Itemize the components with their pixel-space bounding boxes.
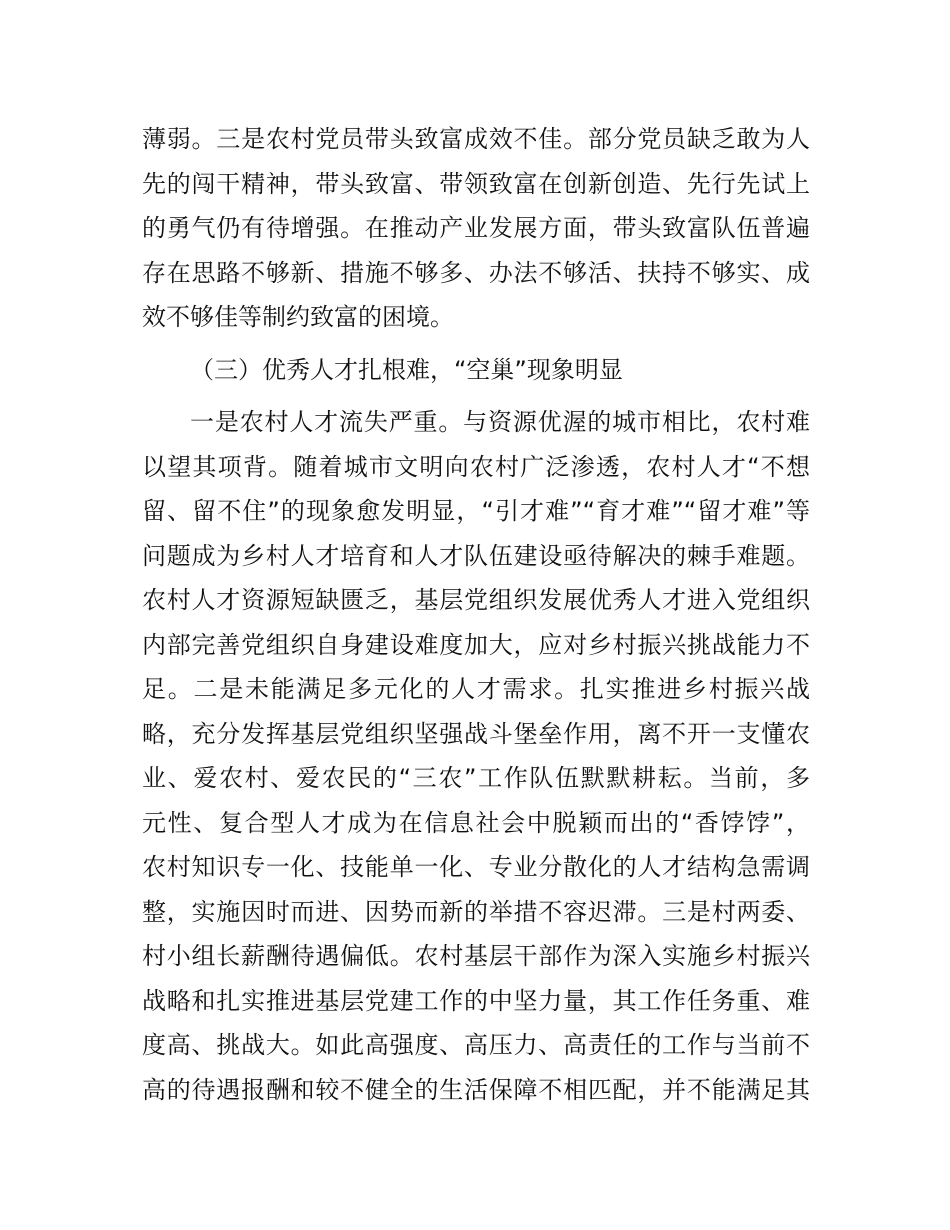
text-line: 问题成为乡村人才培育和人才队伍建设亟待解决的棘手难题。 bbox=[142, 541, 810, 570]
section-heading: （三）优秀人才扎根难，“空巢”现象明显 bbox=[190, 355, 623, 384]
text-line: 效不够佳等制约致富的困境。 bbox=[142, 303, 454, 331]
text-line: 业、爱农村、爱农民的“三农”工作队伍默默耕耘。当前，多 bbox=[142, 764, 810, 792]
text-line: 元性、复合型人才成为在信息社会中脱颖而出的“香饽饽”， bbox=[142, 808, 810, 837]
text-line: 先的闯干精神，带头致富、带领致富在创新创造、先行先试上 bbox=[142, 169, 810, 198]
text-line: 农村知识专一化、技能单一化、专业分散化的人才结构急需调 bbox=[142, 853, 810, 881]
text-line: 薄弱。三是农村党员带头致富成效不佳。部分党员缺乏敢为人 bbox=[142, 125, 810, 153]
text-line: 农村人才资源短缺匮乏，基层党组织发展优秀人才进入党组织 bbox=[142, 586, 810, 614]
text-line: 一是农村人才流失严重。与资源优渥的城市相比，农村难 bbox=[190, 408, 810, 436]
text-line: 村小组长薪酬待遇偏低。农村基层干部作为深入实施乡村振兴 bbox=[142, 942, 810, 970]
text-line: 度高、挑战大。如此高强度、高压力、高责任的工作与当前不 bbox=[142, 1031, 810, 1059]
text-line: 整，实施因时而进、因势而新的举措不容迟滞。三是村两委、 bbox=[142, 897, 810, 926]
text-line: 以望其项背。随着城市文明向农村广泛渗透，农村人才“不想 bbox=[142, 452, 810, 481]
text-line: 的勇气仍有待增强。在推动产业发展方面，带头致富队伍普遍 bbox=[142, 214, 810, 242]
text-line: 战略和扎实推进基层党建工作的中坚力量，其工作任务重、难 bbox=[142, 986, 810, 1015]
text-line: 留、留不住”的现象愈发明显，“引才难”“育才难”“留才难”等 bbox=[142, 497, 810, 525]
body-text bbox=[142, 117, 810, 1112]
text-line: 内部完善党组织自身建设难度加大，应对乡村振兴挑战能力不 bbox=[142, 630, 810, 659]
text-line: 足。二是未能满足多元化的人才需求。扎实推进乡村振兴战 bbox=[142, 675, 810, 703]
text-line: 略，充分发挥基层党组织坚强战斗堡垒作用，离不开一支懂农 bbox=[142, 719, 810, 748]
text-line: 高的待遇报酬和较不健全的生活保障不相匹配，并不能满足其 bbox=[142, 1075, 810, 1104]
text-line: 存在思路不够新、措施不够多、办法不够活、扶持不够实、成 bbox=[142, 258, 810, 287]
